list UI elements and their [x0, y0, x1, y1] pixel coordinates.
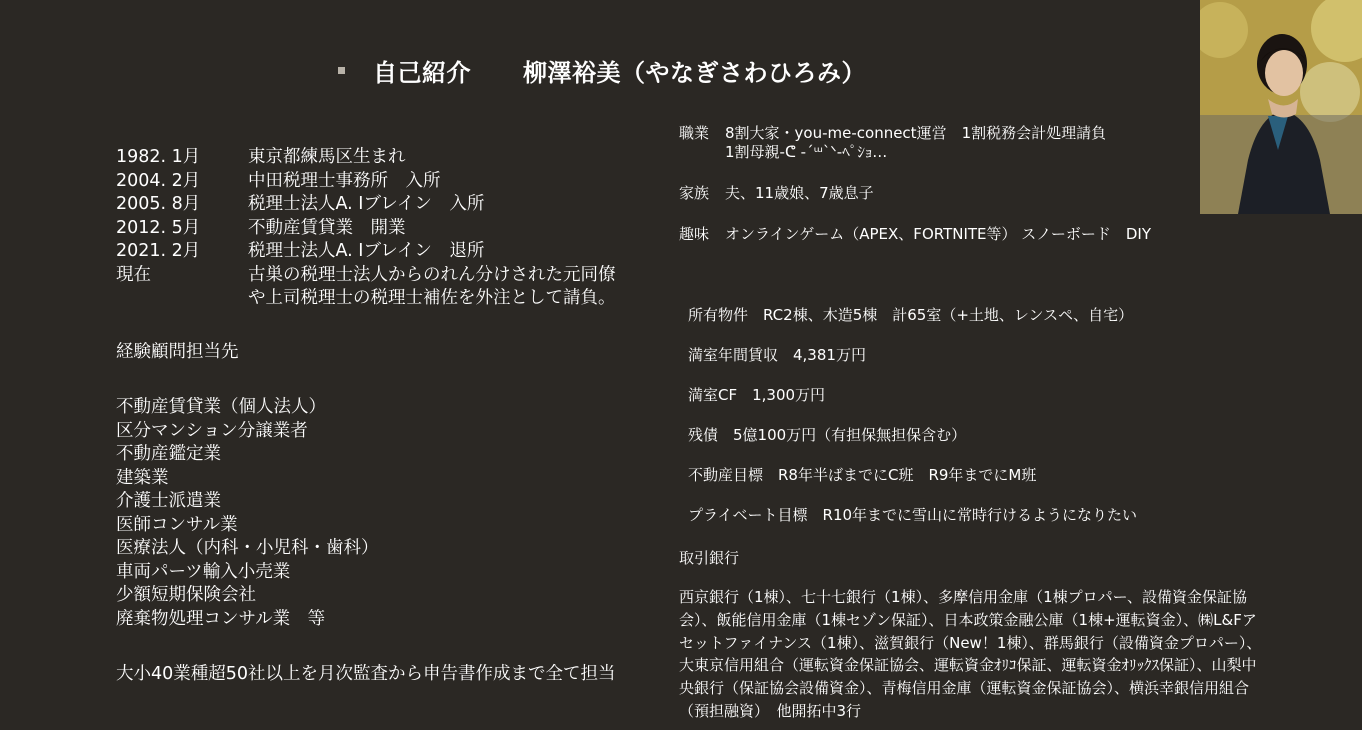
history-text: 古巣の税理士法人からのれん分けされた元同僚や上司税理士の税理士補佐を外注として請負。 [248, 264, 616, 308]
bullet-icon [338, 67, 345, 74]
family-value: 夫、11歳娘、7歳息子 [725, 184, 874, 202]
family-row [679, 184, 1151, 203]
career-history [116, 146, 656, 311]
history-text: 東京都練馬区生まれ [248, 147, 406, 167]
property-item: 不動産目標 R8年半ばまでにC班 R9年までにM班 [688, 466, 1037, 484]
history-text: 不動産賃貸業 開業 [248, 217, 406, 238]
history-row [116, 240, 656, 264]
history-row [116, 193, 656, 217]
hobby-label: 趣味 [679, 225, 710, 243]
industry-item: 少額短期保険会社 [116, 585, 256, 605]
job-label: 職業 [679, 124, 710, 142]
property-item: 所有物件 RC2棟、木造5棟 計65室（+土地、レンスペ、自宅） [688, 306, 1134, 324]
person-name: 柳澤裕美（やなぎさわひろみ） [523, 58, 866, 87]
experience-summary: 大小40業種超50社以上を月次監査から申告書作成まで全て担当 [116, 664, 616, 684]
industry-item: 不動産鑑定業 [116, 444, 221, 464]
banks-label: 取引銀行 [679, 549, 740, 567]
history-date: 2012. 5月 [116, 217, 201, 238]
history-date: 2021. 2月 [116, 241, 201, 261]
property-item: 満室CF 1,300万円 [688, 386, 826, 404]
history-row [116, 146, 656, 170]
industry-item: 車両パーツ輸入小売業 [116, 561, 291, 582]
history-date: 現在 [116, 264, 151, 285]
spacer [679, 203, 1151, 225]
industry-item: 介護士派遣業 [116, 491, 221, 511]
history-text: 中田税理士事務所 入所 [248, 170, 441, 191]
property-item: プライベート目標 R10年までに雪山に常時行けるようになりたい [688, 506, 1138, 524]
history-text: 税理士法人A. Iブレイン 退所 [248, 241, 485, 261]
job-row [679, 124, 1151, 162]
property-list [688, 306, 1137, 546]
industry-item: 建築業 [116, 467, 169, 488]
industry-item: 医師コンサル業 [116, 514, 238, 535]
career-column [116, 146, 656, 687]
industry-item: 不動産賃貸業（個人法人） [116, 397, 326, 417]
property-item: 満室年間賃収 4,381万円 [688, 346, 866, 364]
spacer [679, 162, 1151, 184]
job-value [725, 124, 1106, 162]
history-date: 2005. 8月 [116, 194, 201, 214]
family-label: 家族 [679, 184, 710, 202]
banks-text: 西京銀行（1棟）、七十七銀行（1棟）、多摩信用金庫（1棟プロパー、設備資金保証協会）、飯能信用金庫（1棟セゾン保証）、日本政策金融公庫（1棟+運転資金）、㈱L&Fアセットファイナンス（1棟）、滋賀銀行（New！1棟）、群馬銀行（設備資金プロパー）、大東京信用組合（運転資金保証協会、運転資金ｵﾘｺ保証、運転資金ｵﾘｯｸｽ保証）、山梨中央銀行（保証協会設備資金）、青梅信用金庫（運転資金保証協会）、横浜幸銀信用組合（預担融資） 他開拓中3行 [679, 588, 1262, 720]
history-date: 2004. 2月 [116, 170, 201, 191]
experience-label: 経験顧問担当先 [116, 341, 239, 362]
job-line: 8割大家・you-me-connect運営 1割税務会計処理請負 [725, 124, 1107, 142]
industry-list [116, 396, 656, 631]
job-line: 1割母親-ᕦ -´ᵚ`ᐠ-ﾍﾟｼｮ… [725, 143, 888, 161]
hobby-row [679, 225, 1151, 244]
page-title: 自己紹介 [373, 58, 471, 87]
industry-item: 医療法人（内科・小児科・歯科） [116, 538, 379, 558]
history-date: 1982. 1月 [116, 147, 201, 167]
industry-item: 廃棄物処理コンサル業 等 [116, 608, 326, 629]
history-row [116, 264, 656, 311]
property-item: 残債 5億100万円（有担保無担保含む） [688, 426, 967, 444]
title-row [338, 52, 866, 88]
industry-item: 区分マンション分譲業者 [116, 420, 308, 441]
history-row [116, 217, 656, 241]
history-row [116, 170, 656, 194]
history-text: 税理士法人A. Iブレイン 入所 [248, 194, 485, 214]
hobby-value: オンラインゲーム（APEX、FORTNITE等） スノーボード DIY [725, 225, 1151, 243]
profile-photo [1200, 0, 1362, 214]
profile-block [679, 124, 1151, 244]
